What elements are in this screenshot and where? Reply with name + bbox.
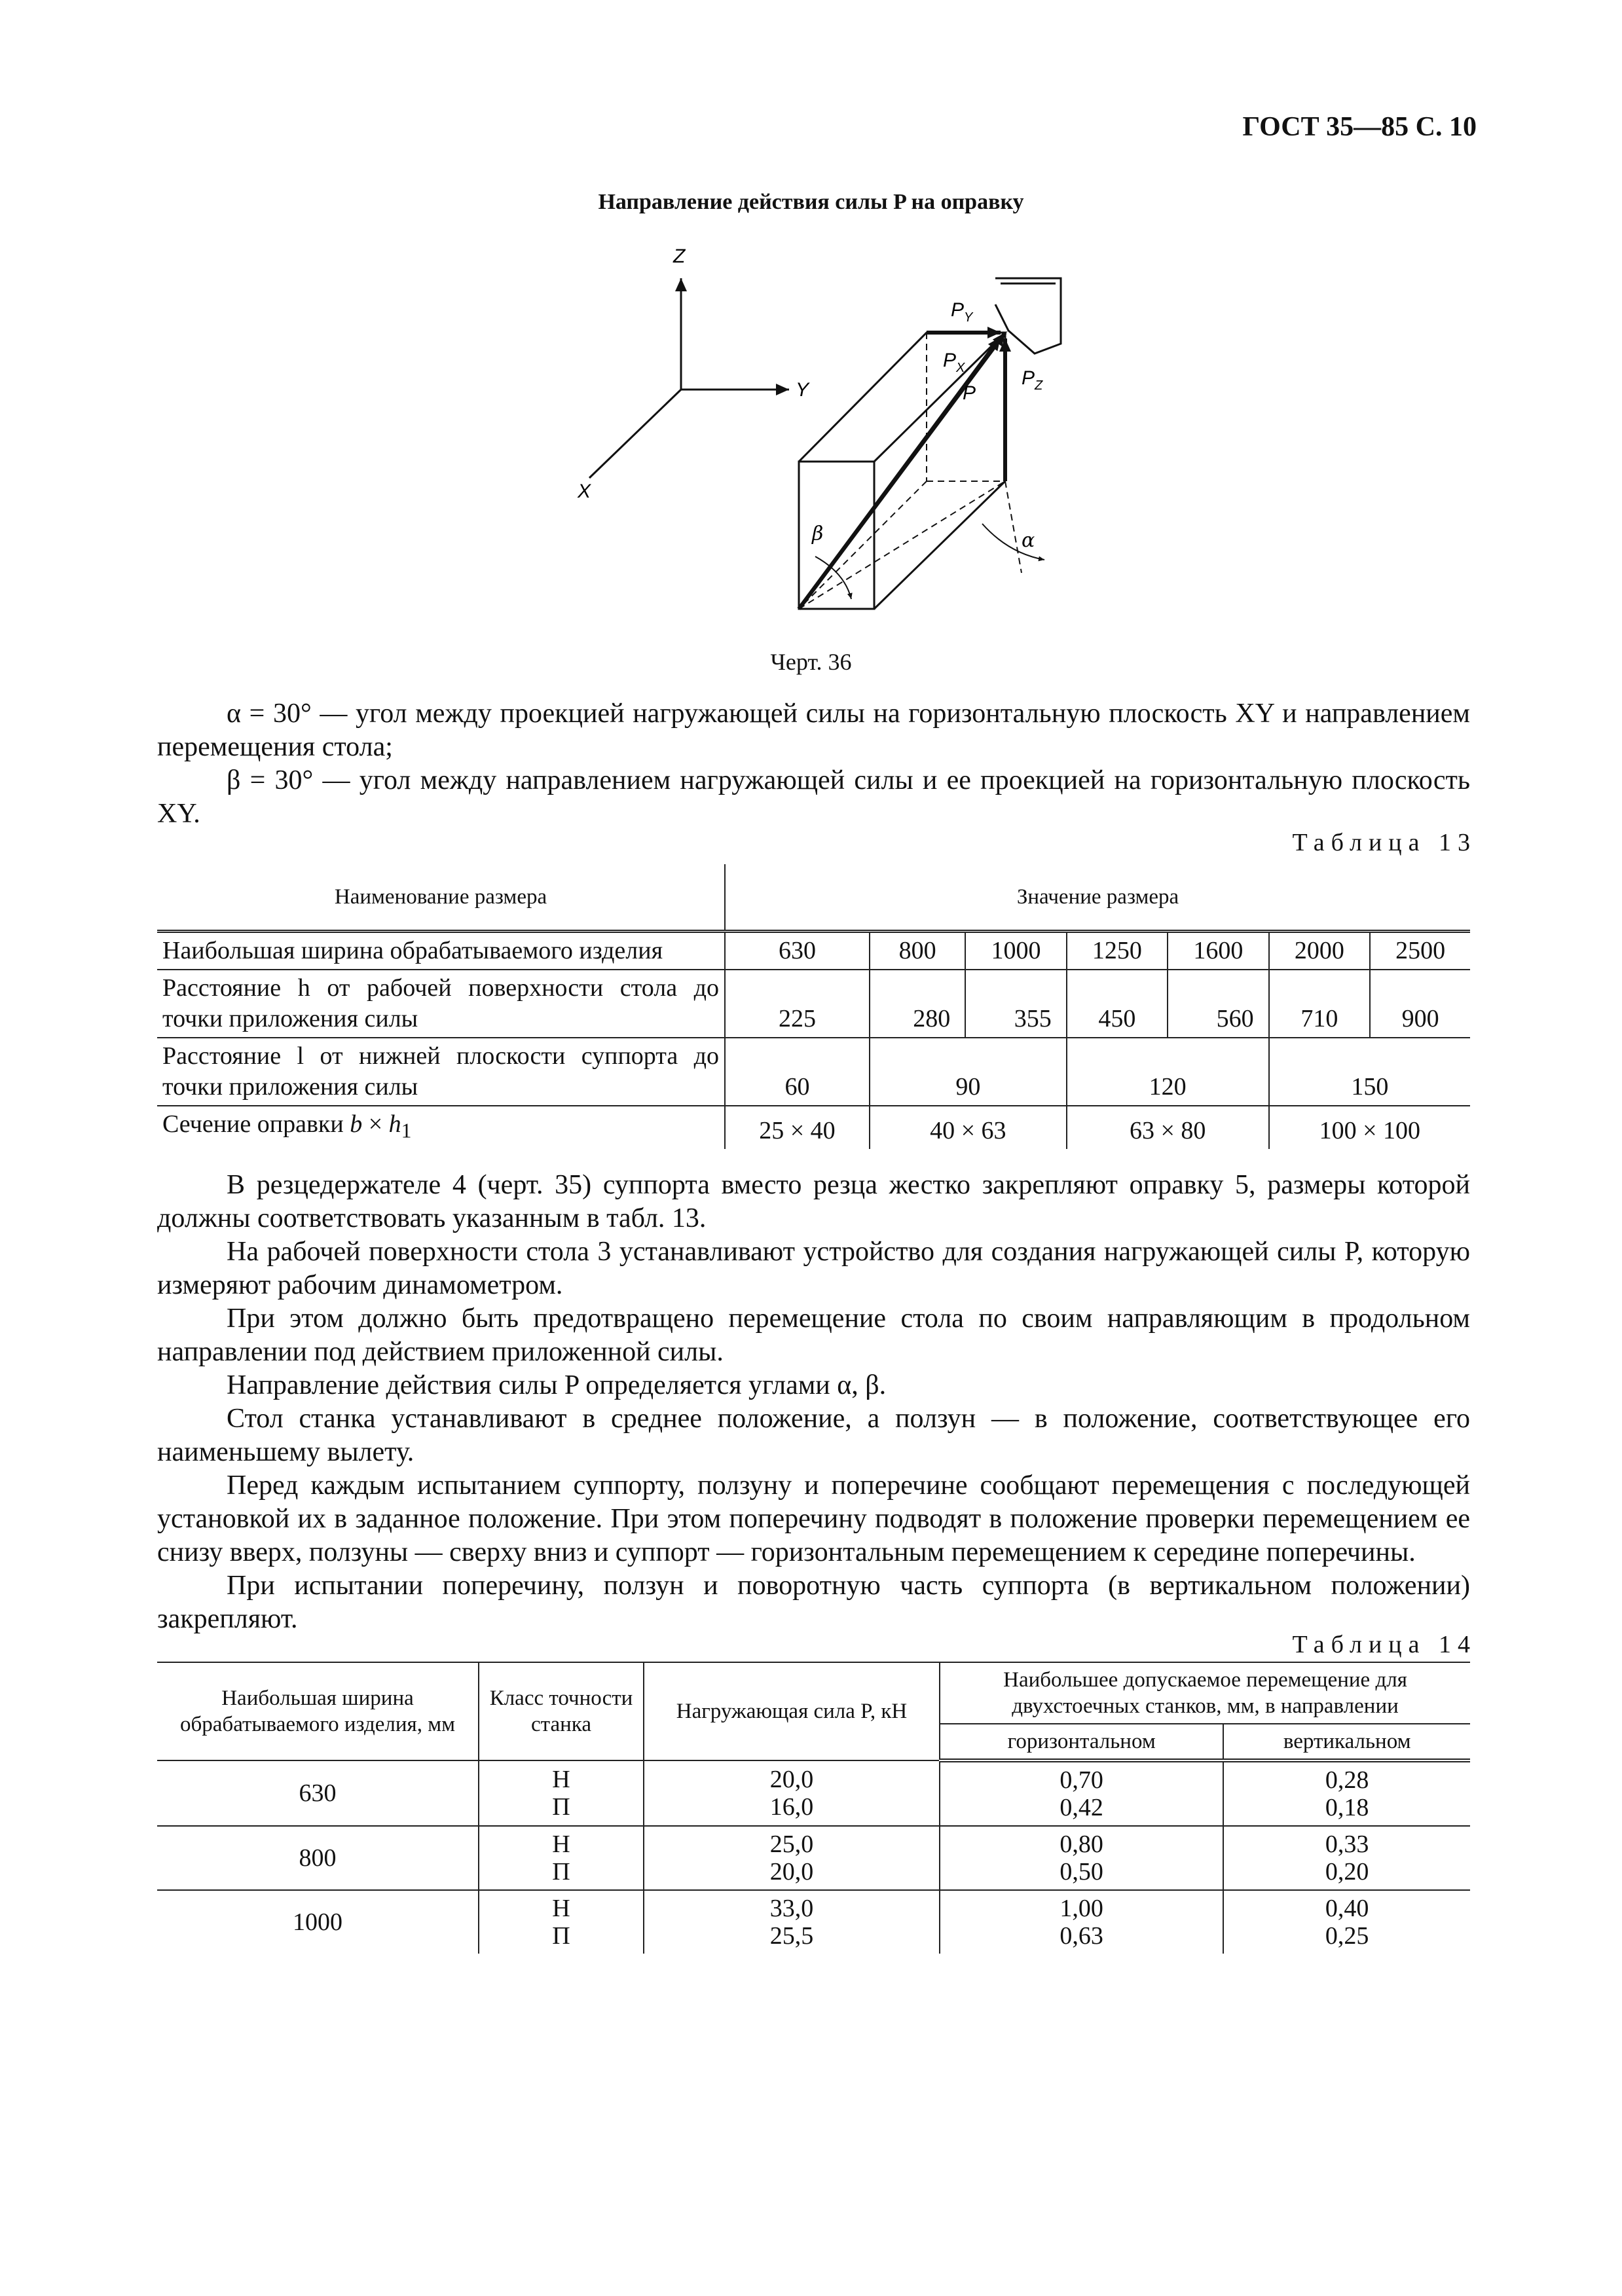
cell: 630: [725, 932, 870, 970]
alpha-label: α: [1022, 529, 1035, 552]
cell: 63 × 80: [1067, 1106, 1269, 1149]
vertical-cell: [1223, 1890, 1470, 1954]
force-cell-value: 20,0: [769, 1858, 814, 1886]
force-cell-value: 20,0: [769, 1766, 814, 1793]
cell: 150: [1269, 1038, 1470, 1106]
table14-header-displacement: Наибольшее допускаемое перемещение для двухстоечных станков, мм, в направлении: [940, 1662, 1470, 1724]
vertical-cell-value: 0,20: [1325, 1858, 1369, 1886]
table-row: [157, 1826, 1470, 1890]
force-cell: [644, 1760, 940, 1826]
force-direction-diagram: [563, 232, 1074, 625]
vertical-cell-value: 0,40: [1325, 1895, 1369, 1922]
row-label: Расстояние h от рабочей поверхности стола до точки приложения силы: [157, 970, 725, 1038]
class-cell-value: Н: [552, 1895, 570, 1922]
table-14: [157, 1662, 1470, 1954]
horizontal-cell-value: 1,00: [1060, 1895, 1103, 1922]
axes: [589, 278, 789, 478]
vertical-cell-value: 0,18: [1325, 1794, 1369, 1821]
box-bottom-right: [874, 481, 1005, 609]
cell: 1250: [1067, 932, 1168, 970]
x-axis-label: X: [578, 481, 591, 502]
px-label: $P_X$: [943, 350, 965, 375]
cell: 1600: [1168, 932, 1268, 970]
paragraph-5: Стол станка устанавливают в среднее положение, а ползун — в положение, соответствующее его наименьшему вылету.: [157, 1404, 1470, 1467]
x-axis: [589, 390, 681, 478]
width-cell: 630: [157, 1760, 479, 1826]
cell: 355: [965, 970, 1066, 1038]
vertical-cell-value: 0,33: [1325, 1831, 1369, 1858]
table14-header-class: Класс точности станка: [479, 1662, 644, 1760]
angle-arcs: [815, 524, 1044, 599]
cell: 1000: [965, 932, 1066, 970]
force-cell: [644, 1826, 940, 1890]
cell: 2500: [1370, 932, 1470, 970]
paragraph-7: При испытании поперечину, ползун и поворотную часть суппорта (в вертикальном положении) закрепляют.: [157, 1571, 1470, 1634]
table-row: [157, 1106, 1470, 1149]
class-cell: [479, 1760, 644, 1826]
py-label: $P_Y$: [951, 299, 973, 325]
cell: 225: [725, 970, 870, 1038]
beta-label: β: [812, 522, 824, 545]
cell: 280: [870, 970, 965, 1038]
alpha-definition: α = 30° — угол между проекцией нагружающей силы на горизонтальную плоскость XY и направлением перемещения стола;: [157, 699, 1470, 762]
row-label: Сечение оправки $b \times h_1$: [157, 1106, 725, 1149]
p-label: P: [963, 382, 976, 404]
row-label: Наибольшая ширина обрабатываемого изделия: [157, 932, 725, 970]
table-13: [157, 864, 1470, 1149]
vertical-cell-value: 0,28: [1325, 1766, 1369, 1794]
force-cell-value: 25,0: [769, 1831, 814, 1858]
table-row: [157, 1890, 1470, 1954]
force-cell-value: 25,5: [769, 1922, 814, 1950]
vertical-cell-value: 0,25: [1325, 1922, 1369, 1950]
cell: 60: [725, 1038, 870, 1106]
horizontal-cell: [940, 1760, 1223, 1826]
class-cell-value: П: [552, 1793, 570, 1821]
table-row: [157, 1038, 1470, 1106]
cell: 560: [1168, 970, 1268, 1038]
paragraph-1: В резцедержателе 4 (черт. 35) суппорта вместо резца жестко закрепляют оправку 5, размеры которой должны соответствовать указанным в табл. 13.: [157, 1170, 1470, 1233]
pz-label: $P_Z$: [1022, 367, 1043, 393]
table14-caption: Таблица 14: [1292, 1631, 1477, 1658]
cell: 100 × 100: [1269, 1106, 1470, 1149]
horizontal-cell-value: 0,50: [1060, 1858, 1103, 1886]
table14-header-force: Нагружающая сила P, кН: [644, 1662, 940, 1760]
class-cell: [479, 1890, 644, 1954]
table-row: [157, 1760, 1470, 1826]
table-row: [157, 970, 1470, 1038]
cell: 2000: [1269, 932, 1370, 970]
cell: 710: [1269, 970, 1370, 1038]
horizontal-cell-value: 0,63: [1060, 1922, 1103, 1950]
class-cell-value: П: [552, 1922, 570, 1950]
table14-header-width: Наибольшая ширина обрабатываемого изделия, мм: [157, 1662, 479, 1760]
table13-header-value: Значение размера: [725, 864, 1470, 932]
cell: 40 × 63: [870, 1106, 1067, 1149]
hidden-lines: [799, 333, 1022, 609]
figure-caption: Черт. 36: [770, 649, 852, 675]
cell: 25 × 40: [725, 1106, 870, 1149]
class-cell-value: Н: [552, 1831, 570, 1858]
force-vectors: [799, 333, 1005, 609]
paragraph-3: При этом должно быть предотвращено перемещение стола по своим направляющим в продольном направлении под действием приложенной силы.: [157, 1303, 1470, 1367]
table13-caption: Таблица 13: [1292, 829, 1477, 856]
horizontal-cell-value: 0,42: [1060, 1794, 1103, 1821]
paragraph-2: На рабочей поверхности стола 3 устанавливают устройство для создания нагружающей силы P, которую измеряют рабочим динамометром.: [157, 1237, 1470, 1300]
cell: 800: [870, 932, 965, 970]
vertical-cell: [1223, 1760, 1470, 1826]
table14-header-vertical: вертикальном: [1223, 1724, 1470, 1760]
horizontal-cell-value: 0,80: [1060, 1831, 1103, 1858]
cell: 900: [1370, 970, 1470, 1038]
cell: 120: [1067, 1038, 1269, 1106]
class-cell-value: П: [552, 1858, 570, 1886]
vertical-cell: [1223, 1826, 1470, 1890]
force-cell-value: 33,0: [769, 1895, 814, 1922]
page-header: ГОСТ 35—85 С. 10: [1242, 112, 1477, 142]
force-cell-value: 16,0: [769, 1793, 814, 1821]
cell: 450: [1067, 970, 1168, 1038]
table14-header-horizontal: горизонтальном: [940, 1724, 1223, 1760]
paragraph-6: Перед каждым испытанием суппорту, ползуну и поперечине сообщают перемещения с последующей установкой их в заданное положение. При этом поперечину подводят в положение проверки перемещением ее снизу вверх, ползуны — сверху вниз и суппорт — горизонтальным перемещением к середине поперечины.: [157, 1470, 1470, 1567]
table13-header-name: Наименование размера: [157, 864, 725, 932]
cell: 90: [870, 1038, 1067, 1106]
table-row: [157, 932, 1470, 970]
horizontal-cell: [940, 1826, 1223, 1890]
row-label: Расстояние l от нижней плоскости суппорта до точки приложения силы: [157, 1038, 725, 1106]
y-axis-label: Y: [796, 379, 809, 401]
beta-definition: β = 30° — угол между направлением нагружающей силы и ее проекцией на горизонтальную плоскость XY.: [157, 765, 1470, 829]
force-px: [799, 337, 1001, 609]
width-cell: 800: [157, 1826, 479, 1890]
width-cell: 1000: [157, 1890, 479, 1954]
horizontal-cell: [940, 1890, 1223, 1954]
force-cell: [644, 1890, 940, 1954]
figure-title: Направление действия силы P на оправку: [598, 190, 1024, 214]
z-axis-label: Z: [673, 246, 686, 267]
class-cell: [479, 1826, 644, 1890]
horizontal-cell-value: 0,70: [1060, 1766, 1103, 1794]
box-front: [799, 462, 874, 609]
paragraph-4: Направление действия силы P определяется углами α, β.: [227, 1370, 887, 1400]
class-cell-value: Н: [552, 1766, 570, 1793]
